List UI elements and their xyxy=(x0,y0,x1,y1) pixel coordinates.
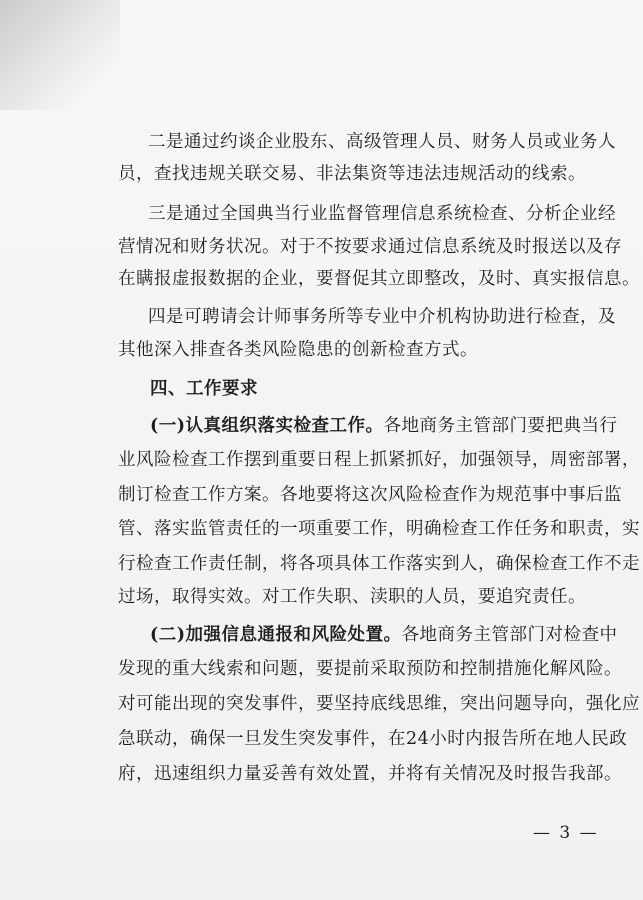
corner-fold-shadow xyxy=(0,0,120,110)
paragraph-line: 二是通过约谈企业股东、高级管理人员、财务人员或业务人 xyxy=(148,132,616,152)
paragraph-line: 在瞒报虚报数据的企业，要督促其立即整改，及时、真实报信息。 xyxy=(118,269,640,289)
paragraph-line: 其他深入排查各类风险隐患的创新检查方式。 xyxy=(118,340,478,360)
paragraph-line: 过场，取得实效。对工作失职、渎职的人员，要追究责任。 xyxy=(118,587,586,607)
paragraph-line: 急联动，确保一旦发生突发事件，在24小时内报告所在地人民政 xyxy=(118,729,628,749)
paragraph-line: 营情况和财务状况。对于不按要求通过信息系统及时报送以及存 xyxy=(118,237,622,257)
paragraph-line: 制订检查工作方案。各地要将这次风险检查作为规范事中事后监 xyxy=(118,485,622,505)
paragraph-line: 三是通过全国典当行业监督管理信息系统检查、分析企业经 xyxy=(148,204,616,224)
paragraph-line: 对可能出现的突发事件，要坚持底线思维，突出问题导向，强化应 xyxy=(118,694,640,714)
subsection-title: (一)认真组织落实检查工作。 xyxy=(150,416,384,436)
page-number: — 3 — xyxy=(533,823,599,843)
subsection-title: (二)加强信息通报和风险处置。 xyxy=(150,625,402,645)
paragraph-line: 管、落实监管责任的一项重要工作，明确检查工作任务和职责，实 xyxy=(118,519,640,539)
paragraph-line: 员，查找违规关联交易、非法集资等违法违规活动的线索。 xyxy=(118,164,586,184)
paragraph-line: 府，迅速组织力量妥善有效处置，并将有关情况及时报告我部。 xyxy=(118,764,622,784)
paragraph-line: 行检查工作责任制，将各项具体工作落实到人，确保检查工作不走 xyxy=(118,554,640,574)
subsection-text: 各地商务主管部门对检查中 xyxy=(401,625,618,645)
section-heading: 四、工作要求 xyxy=(150,379,258,399)
paragraph-line: 四是可聘请会计师事务所等专业中介机构协助进行检查，及 xyxy=(148,307,616,327)
subsection-text: 各地商务主管部门要把典当行 xyxy=(383,416,618,436)
paragraph-line: 发现的重大线索和问题，要提前采取预防和控制措施化解风险。 xyxy=(118,659,622,679)
subsection-first-line xyxy=(150,415,618,437)
subsection-first-line xyxy=(150,624,618,646)
paragraph-line: 业风险检查工作摆到重要日程上抓紧抓好，加强领导，周密部署， xyxy=(118,450,640,470)
